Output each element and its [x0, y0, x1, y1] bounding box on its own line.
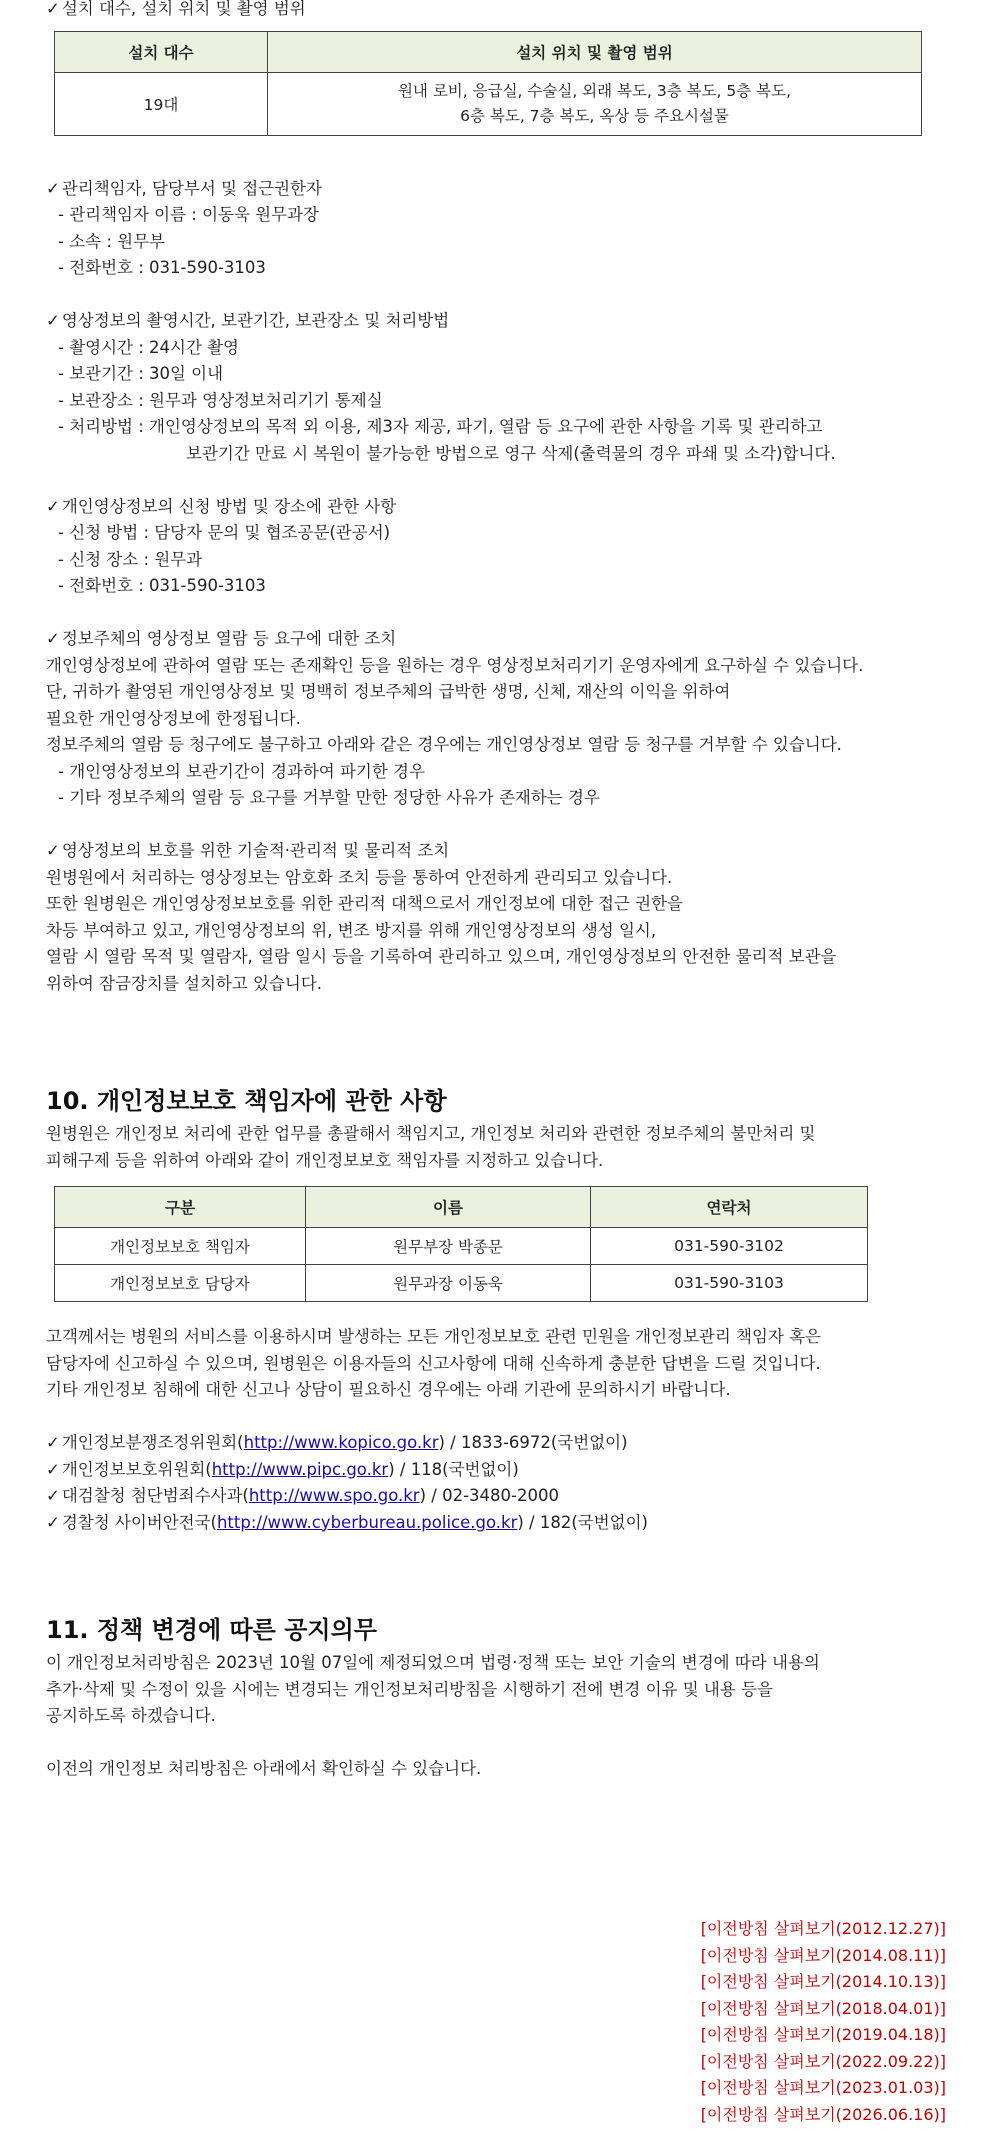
protection-line: 위하여 잠금장치를 설치하고 있습니다. [46, 973, 323, 993]
rights-sub-line: - 개인영상정보의 보관기간이 경과하여 파기한 경우 [58, 761, 425, 781]
officer-col-type: 구분 [55, 1187, 306, 1228]
request-line: - 신청 장소 : 원무과 [58, 549, 203, 569]
cctv-locations-line: 6층 복도, 7층 복도, 옥상 등 주요시설물 [460, 106, 729, 125]
rights-sub-line: - 기타 정보주체의 열람 등 요구를 거부할 만한 정당한 사유가 존재하는 경우 [58, 788, 600, 807]
section-11-title: 11. 정책 변경에 따른 공지의무 [46, 1616, 377, 1644]
agency-name: 개인정보분쟁조정위원회( [61, 1433, 244, 1452]
manager-line: - 관리책임자 이름 : 이동욱 원무과장 [58, 205, 319, 224]
manager-heading: ✓ 관리책임자, 담당부서 및 접근권한자 [46, 176, 946, 203]
officer-col-contact: 연락처 [591, 1187, 868, 1228]
cctv-count: 19대 [55, 72, 268, 135]
table-row [55, 1228, 868, 1265]
agency-name: 경찰청 사이버안전국( [61, 1512, 217, 1532]
prev-policy-links [701, 1916, 946, 2128]
agency-link[interactable]: http://www.kopico.go.kr [243, 1433, 439, 1452]
section-10-intro: 피해구제 등을 위하여 아래와 같이 개인정보보호 책임자를 지정하고 있습니다. [46, 1150, 604, 1170]
manager-line: - 전화번호 : 031-590-3103 [58, 258, 266, 277]
section-10-title: 10. 개인정보보호 책임자에 관한 사항 [46, 1087, 447, 1115]
officer-name: 원무과장 이동욱 [306, 1265, 591, 1302]
section-10-outro: 고객께서는 병원의 서비스를 이용하시며 발생하는 모든 개인정보보호 관련 민원을 개인정보관리 책임자 혹은 [46, 1327, 821, 1346]
agency-name: 개인정보보호위원회( [61, 1459, 212, 1479]
agency-item [46, 1457, 946, 1484]
cctv-heading: ✓ 설치 대수, 설치 위치 및 촬영 범위 [46, 0, 946, 23]
rights-line: 단, 귀하가 촬영된 개인영상정보 및 명백히 정보주체의 급박한 생명, 신체, 재산의 이익을 위하여 [46, 682, 731, 701]
agency-link[interactable]: http://www.pipc.go.kr [211, 1459, 389, 1479]
agency-link[interactable]: http://www.cyberbureau.police.go.kr [216, 1512, 518, 1532]
officer-contact: 031-590-3102 [591, 1228, 868, 1265]
retention-line: - 보관장소 : 원무과 영상정보처리기기 통제실 [58, 390, 383, 410]
prev-policy-note: 이전의 개인정보 처리방침은 아래에서 확인하실 수 있습니다. [46, 1759, 482, 1778]
officer-name: 원무부장 박종문 [306, 1228, 591, 1265]
cctv-locations [268, 72, 922, 135]
section-10-outro: 담당자에 신고하실 수 있으며, 원병원은 이용자들의 신고사항에 대해 신속하게 충분한 답변을 드릴 것입니다. [46, 1353, 821, 1373]
prev-policy-link[interactable]: [이전방침 살펴보기(2012.12.27)] [700, 1919, 946, 1938]
cctv-table [54, 31, 922, 136]
cctv-col-locations: 설치 위치 및 촬영 범위 [268, 31, 922, 72]
protection-line: 또한 원병원은 개인영상정보보호를 위한 관리적 대책으로서 개인정보에 대한 접근 권한을 [46, 894, 683, 913]
agency-phone: ) / 02-3480-2000 [419, 1486, 559, 1505]
retention-line-cont: 보관기간 만료 시 복원이 불가능한 방법으로 영구 삭제(출력물의 경우 파쇄 및 소각)합니다. [186, 443, 836, 463]
agency-item [46, 1430, 946, 1457]
agency-item [46, 1483, 946, 1510]
officer-type: 개인정보보호 담당자 [55, 1265, 306, 1302]
prev-policy-link[interactable]: [이전방침 살펴보기(2019.04.18)] [700, 2025, 946, 2044]
officer-contact: 031-590-3103 [591, 1265, 868, 1302]
prev-policy-link[interactable]: [이전방침 살펴보기(2018.04.01)] [700, 1998, 946, 2018]
officer-table [54, 1186, 868, 1302]
retention-line: - 처리방법 : 개인영상정보의 목적 외 이용, 제3자 제공, 파기, 열람 등 요구에 관한 사항을 기록 및 관리하고 [58, 417, 823, 436]
manager-line: - 소속 : 원무부 [58, 231, 165, 251]
protection-line: 열람 시 열람 목적 및 열람자, 열람 일시 등을 기록하여 관리하고 있으며, 개인영상정보의 안전한 물리적 보관을 [46, 947, 837, 966]
prev-policy-link[interactable]: [이전방침 살펴보기(2014.10.13)] [700, 1972, 946, 1991]
policy-document [46, 0, 946, 1783]
retention-line: - 촬영시간 : 24시간 촬영 [58, 337, 239, 357]
section-11-line: 공지하도록 하겠습니다. [46, 1706, 216, 1725]
officer-type: 개인정보보호 책임자 [55, 1228, 306, 1265]
protection-line: 원병원에서 처리하는 영상정보는 암호화 조치 등을 통하여 안전하게 관리되고 있습니다. [46, 867, 673, 887]
rights-line: 필요한 개인영상정보에 한정됩니다. [46, 708, 301, 728]
section-11-line: 이 개인정보처리방침은 2023년 10월 07일에 제정되었으며 법령·정책 또는 보안 기술의 변경에 따라 내용의 [46, 1653, 820, 1672]
section-10-outro: 기타 개인정보 침해에 대한 신고나 상담이 필요하신 경우에는 아래 기관에 문의하시기 바랍니다. [46, 1380, 731, 1399]
agency-item [46, 1510, 946, 1537]
prev-policy-link[interactable]: [이전방침 살펴보기(2022.09.22)] [700, 2051, 946, 2071]
cctv-col-count: 설치 대수 [55, 31, 268, 72]
protection-heading: ✓ 영상정보의 보호를 위한 기술적·관리적 및 물리적 조치 [46, 838, 946, 865]
prev-policy-link[interactable]: [이전방침 살펴보기(2026.06.16)] [700, 2104, 946, 2124]
rights-line: 개인영상정보에 관하여 열람 또는 존재확인 등을 원하는 경우 영상정보처리기기 운영자에게 요구하실 수 있습니다. [46, 655, 864, 675]
rights-line: 정보주체의 열람 등 청구에도 불구하고 아래와 같은 경우에는 개인영상정보 열람 등 청구를 거부할 수 있습니다. [46, 735, 842, 754]
section-10-intro: 원병원은 개인정보 처리에 관한 업무를 총괄해서 책임지고, 개인정보 처리와 관련한 정보주체의 불만처리 및 [46, 1124, 816, 1143]
agency-phone: ) / 182(국번없이) [517, 1512, 648, 1532]
agency-link[interactable]: http://www.spo.go.kr [248, 1486, 420, 1505]
agency-phone: ) / 118(국번없이) [388, 1459, 519, 1479]
prev-policy-link[interactable]: [이전방침 살펴보기(2023.01.03)] [700, 2078, 946, 2097]
request-line: - 전화번호 : 031-590-3103 [58, 576, 266, 595]
cctv-locations-line: 원내 로비, 응급실, 수술실, 외래 복도, 3층 복도, 5층 복도, [397, 81, 792, 100]
agency-name: 대검찰청 첨단범죄수사과( [61, 1486, 249, 1505]
protection-line: 차등 부여하고 있고, 개인영상정보의 위, 변조 방지를 위해 개인영상정보의 생성 일시, [46, 920, 657, 940]
section-11-line: 추가·삭제 및 수정이 있을 시에는 변경되는 개인정보처리방침을 시행하기 전에 변경 이유 및 내용 등을 [46, 1679, 773, 1699]
officer-col-name: 이름 [306, 1187, 591, 1228]
prev-policy-link[interactable]: [이전방침 살펴보기(2014.08.11)] [700, 1945, 946, 1965]
table-row [55, 1265, 868, 1302]
request-line: - 신청 방법 : 담당자 문의 및 협조공문(관공서) [58, 523, 391, 542]
retention-heading: ✓ 영상정보의 촬영시간, 보관기간, 보관장소 및 처리방법 [46, 308, 946, 335]
rights-heading: ✓ 정보주체의 영상정보 열람 등 요구에 대한 조치 [46, 626, 946, 653]
request-heading: ✓ 개인영상정보의 신청 방법 및 장소에 관한 사항 [46, 494, 946, 521]
agency-phone: ) / 1833-6972(국번없이) [438, 1433, 628, 1452]
retention-line: - 보관기간 : 30일 이내 [58, 364, 224, 383]
